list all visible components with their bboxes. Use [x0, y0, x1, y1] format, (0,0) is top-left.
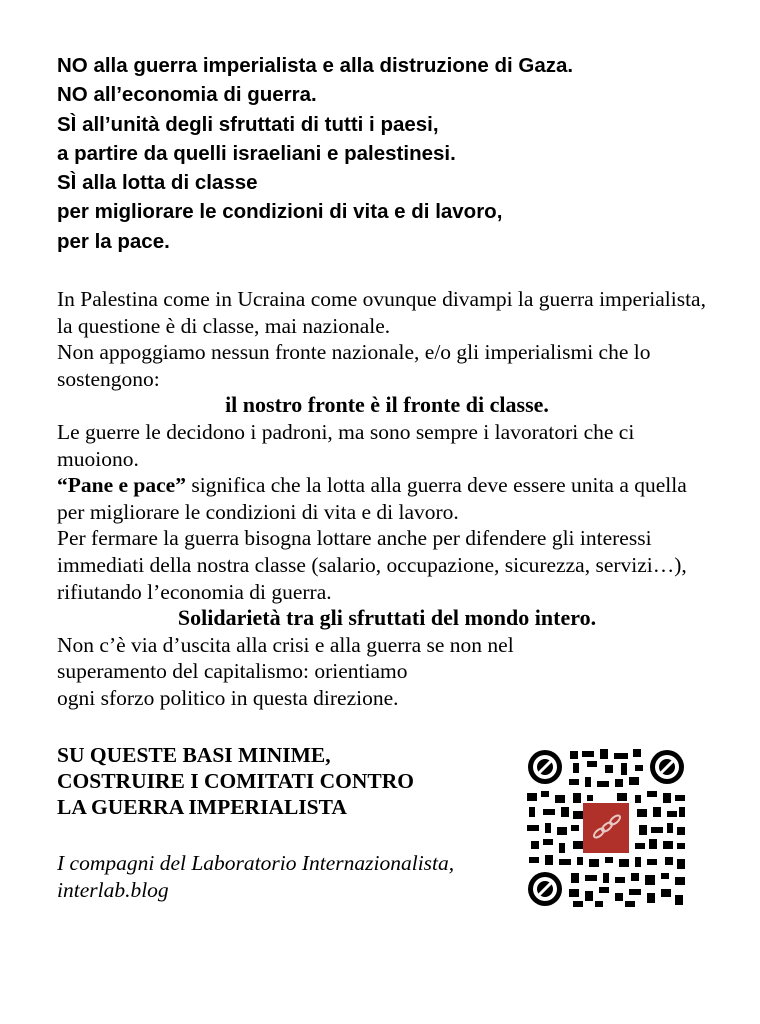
- fronte-di-classe-heading: il nostro fronte è il fronte di classe.: [225, 392, 549, 418]
- paragraph-fronte-nazionale: Non appoggiamo nessun fronte nazionale, e/o gli imperialismi che lo sostengono:: [57, 340, 651, 391]
- slogan-line: SÌ all’unità degli sfruttati di tutti i paesi,: [57, 112, 439, 136]
- slogans: [57, 51, 717, 256]
- slogan-line: SÌ alla lotta di classe: [57, 171, 258, 195]
- qr-center-logo: [583, 803, 629, 853]
- slogan-line: per la pace.: [57, 229, 170, 253]
- capitalismo-line: ogni sforzo politico in questa direzione.: [57, 685, 399, 710]
- paragraph-palestina: In Palestina come in Ucraina come ovunque divampi la guerra imperialista, la questione è di classe, mai nazionale.: [57, 287, 706, 338]
- website-link[interactable]: interlab.blog: [57, 877, 169, 902]
- slogan-line: a partire da quelli israeliani e palestinesi.: [57, 141, 456, 165]
- body-text: [57, 286, 717, 712]
- paragraph-padroni: Le guerre le decidono i padroni, ma sono sempre i lavoratori che ci muoiono.: [57, 420, 635, 471]
- call-line: COSTRUIRE I COMITATI CONTRO: [57, 768, 414, 793]
- pane-e-pace-text: significa che la lotta alla guerra deve essere unita a quella per migliorare le condizioni di vita e di lavoro.: [57, 473, 687, 524]
- call-line: SU QUESTE BASI MINIME,: [57, 742, 331, 767]
- paragraph-pane-e-pace: [57, 472, 717, 525]
- qr-code-icon[interactable]: [525, 747, 687, 909]
- capitalismo-line: superamento del capitalismo: orientiamo: [57, 659, 408, 684]
- paragraph-capitalismo: [57, 632, 717, 712]
- slogan-line: NO all’economia di guerra.: [57, 83, 317, 107]
- slogan-line: per migliorare le condizioni di vita e di lavoro,: [57, 200, 503, 224]
- capitalismo-line: Non c’è via d’uscita alla crisi e alla guerra se non nel: [57, 632, 514, 657]
- pane-e-pace-label: “Pane e pace”: [57, 473, 186, 498]
- slogan-line: NO alla guerra imperialista e alla distruzione di Gaza.: [57, 54, 574, 77]
- signature-line: I compagni del Laboratorio Internazionalista,: [57, 850, 455, 875]
- solidarieta-heading: Solidarietà tra gli sfruttati del mondo intero.: [177, 605, 597, 631]
- call-line: LA GUERRA IMPERIALISTA: [57, 794, 347, 819]
- paragraph-fermare-guerra: Per fermare la guerra bisogna lottare anche per difendere gli interessi immediati della nostra classe (salario, occupazione, sicurezza, servizi…), rifiutando l’economia di guerra.: [57, 526, 687, 604]
